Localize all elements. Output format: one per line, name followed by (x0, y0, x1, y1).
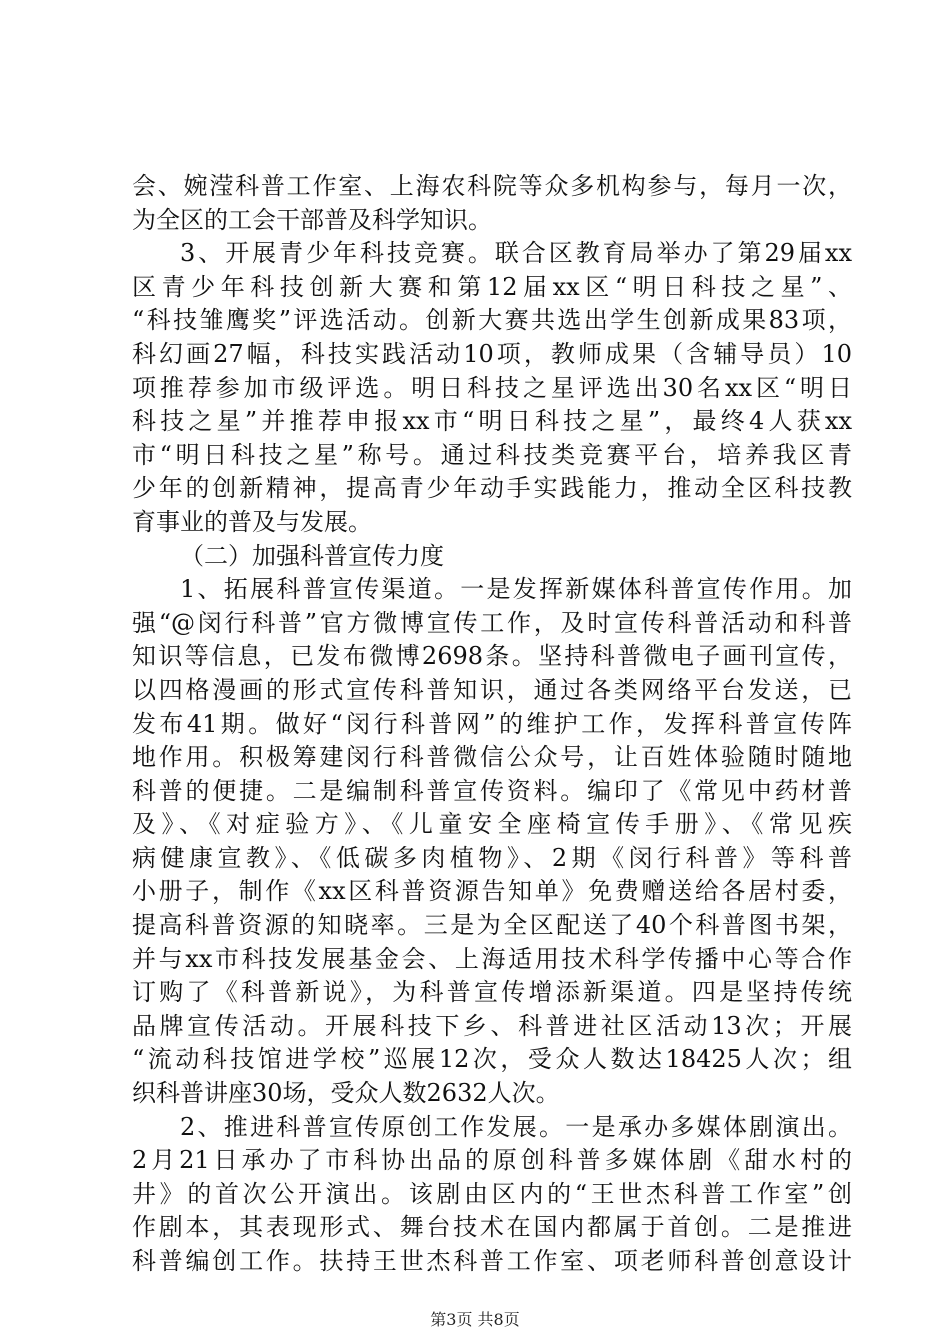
section-heading: （二）加强科普宣传力度 (180, 541, 444, 570)
text-line: “科技雏鹰奖”评选活动。创新大赛共选出学生创新成果83项， (132, 306, 852, 335)
text-line: 以四格漫画的形式宣传科普知识，通过各类网络平台发送，已 (132, 675, 852, 704)
text-line: 会、婉滢科普工作室、上海农科院等众多机构参与，每月一次， (132, 172, 852, 200)
page-footer: 第3页 共8页 (430, 1310, 520, 1329)
text-line: 小册子，制作《xx区科普资源告知单》免费赠送给各居村委， (132, 877, 852, 906)
text-line: 科普编创工作。扶持王世杰科普工作室、项老师科普创意设计 (132, 1247, 852, 1275)
text-line: 2月21日承办了市科协出品的原创科普多媒体剧《甜水村的 (132, 1146, 852, 1175)
text-line: 提高科普资源的知晓率。三是为全区配送了40个科普图书架， (132, 911, 852, 940)
text-line: 科技之星”并推荐申报xx市“明日科技之星”，最终4人获xx (132, 407, 852, 436)
text-line: 市“明日科技之星”称号。通过科技类竞赛平台，培养我区青 (132, 440, 852, 469)
text-line: 织科普讲座30场，受众人数2632人次。 (132, 1079, 560, 1108)
text-line: 少年的创新精神，提高青少年动手实践能力，推动全区科技教 (132, 474, 852, 503)
text-line: 为全区的工会干部普及科学知识。 (132, 205, 492, 234)
text-line: 发布41期。做好“闵行科普网”的维护工作，发挥科普宣传阵 (132, 709, 852, 738)
text-line: 强“@闵行科普”官方微博宣传工作，及时宣传科普活动和科普 (132, 608, 852, 637)
text-line: 1、拓展科普宣传渠道。一是发挥新媒体科普宣传作用。加 (180, 575, 852, 604)
text-line: 项推荐参加市级评选。明日科技之星评选出30名xx区“明日 (132, 373, 852, 402)
text-line: 科幻画27幅，科技实践活动10项，教师成果（含辅导员）10 (132, 339, 852, 368)
text-line: 病健康宣教》、《低碳多肉植物》、2期《闵行科普》等科普 (132, 843, 852, 872)
text-line: 知识等信息，已发布微博2698条。坚持科普微电子画刊宣传， (132, 642, 852, 671)
text-line: “流动科技馆进学校”巡展12次，受众人数达18425人次；组 (132, 1045, 852, 1074)
text-line: 及》、《对症验方》、《儿童安全座椅宣传手册》、《常见疾 (132, 810, 852, 839)
text-line: 3、开展青少年科技竞赛。联合区教育局举办了第29届xx (180, 239, 852, 268)
text-line: 订购了《科普新说》，为科普宣传增添新渠道。四是坚持传统 (132, 978, 852, 1007)
text-line: 并与xx市科技发展基金会、上海适用技术科学传播中心等合作 (132, 944, 852, 973)
text-line: 地作用。积极筹建闵行科普微信公众号，让百姓体验随时随地 (132, 743, 852, 772)
text-line: 2、推进科普宣传原创工作发展。一是承办多媒体剧演出。 (180, 1112, 852, 1141)
text-line: 作剧本，其表现形式、舞台技术在国内都属于首创。二是推进 (132, 1213, 852, 1242)
text-line: 育事业的普及与发展。 (132, 507, 372, 536)
text-line: 区青少年科技创新大赛和第12届xx区“明日科技之星”、 (132, 272, 852, 301)
body-text (132, 170, 852, 1279)
text-line: 品牌宣传活动。开展科技下乡、科普进社区活动13次；开展 (132, 1011, 852, 1040)
text-line: 科普的便捷。二是编制科普宣传资料。编印了《常见中药材普 (132, 776, 852, 805)
text-line: 井》的首次公开演出。该剧由区内的“王世杰科普工作室”创 (132, 1179, 852, 1208)
